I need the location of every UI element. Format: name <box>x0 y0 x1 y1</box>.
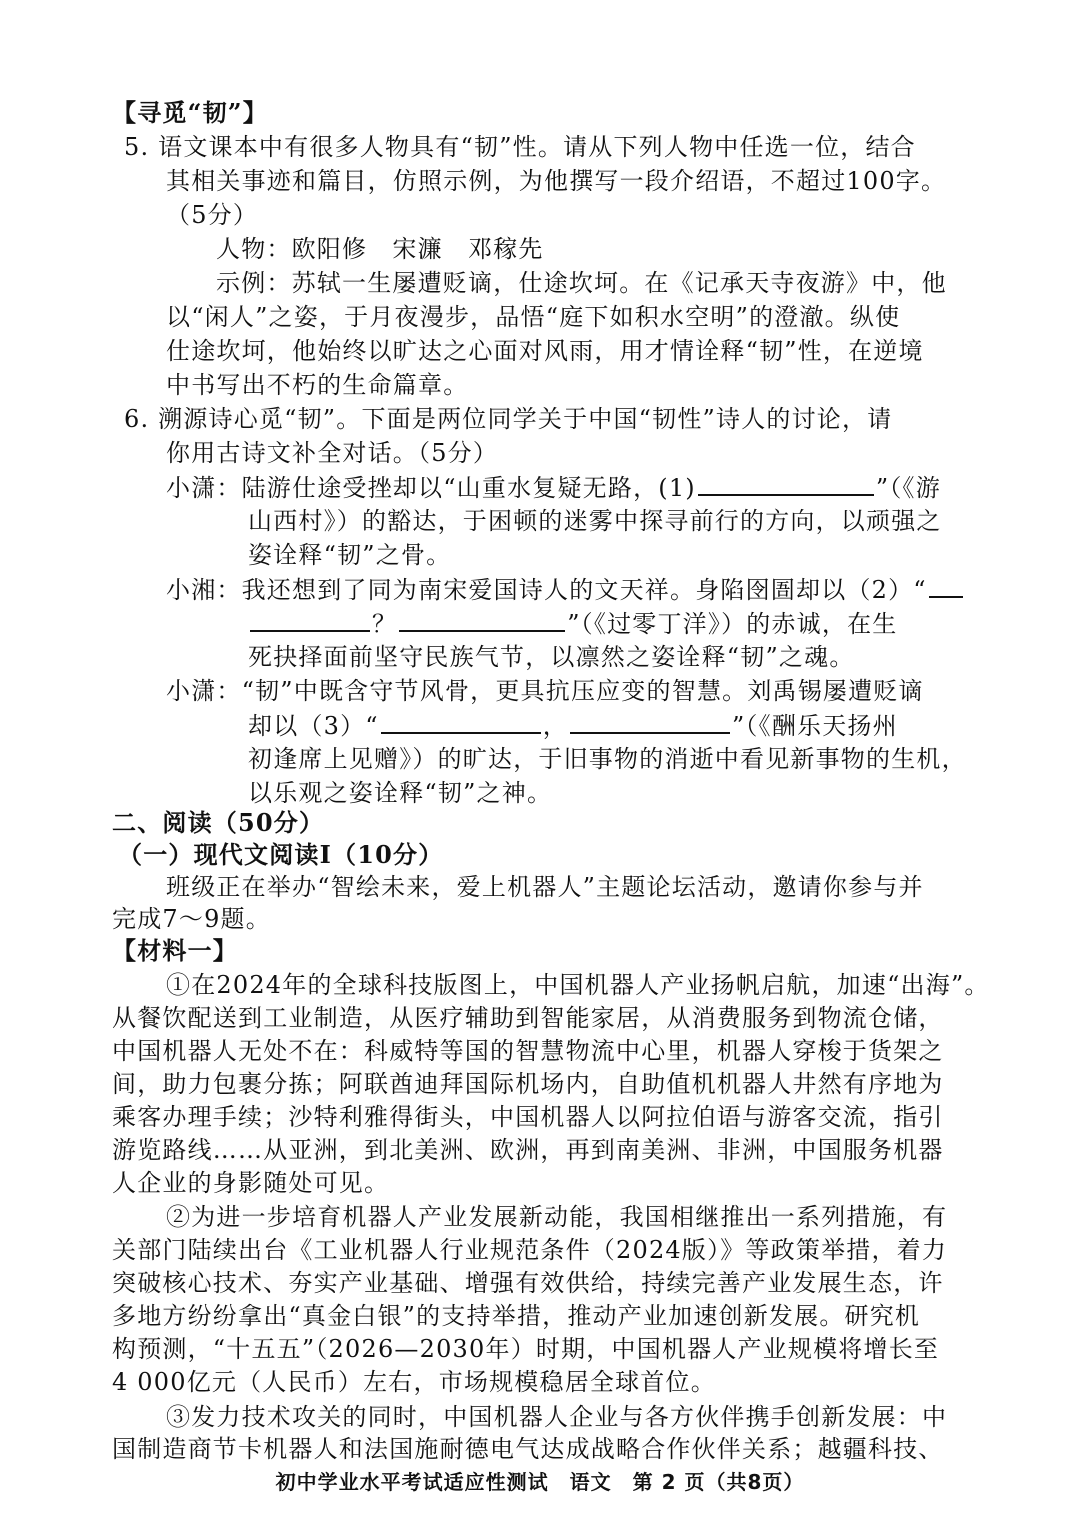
answer-blank-2b[interactable] <box>250 606 370 632</box>
answer-blank-3b[interactable] <box>570 708 730 734</box>
paragraph-2-line-3: 突破核心技术、夯实产业基础、增强有效供给，持续完善产业发展生态，许 <box>112 1269 944 1297</box>
paragraph-1-line-1: ①在2024年的全球科技版图上，中国机器人产业扬帆启航，加速“出海”。 <box>166 971 990 999</box>
q6-xiaoxiao-1-text: 小潇：陆游仕途受挫却以“山重水复疑无路，(1) <box>166 474 696 502</box>
paragraph-1-line-7: 人企业的身影随处可见。 <box>112 1169 390 1197</box>
q6-xiaoxiang-source: ”（《过零丁洋》）的赤诚，在生 <box>567 610 898 638</box>
q5-line-1: 5. 语文课本中有很多人物具有“韧”性。请从下列人物中任选一位，结合 <box>124 133 916 161</box>
section-heading-find: 【寻觅“韧”】 <box>112 98 269 127</box>
answer-blank-1[interactable] <box>698 470 874 496</box>
paragraph-1-line-5: 乘客办理手续；沙特利雅得街头，中国机器人以阿拉伯语与游客交流，指引 <box>112 1103 944 1131</box>
reading-intro-2: 完成7～9题。 <box>112 905 271 933</box>
q5-example-2: 以“闲人”之姿，于月夜漫步，品悟“庭下如积水空明”的澄澈。纵使 <box>166 303 901 331</box>
q6-xiaoxiao2-2 <box>248 708 898 743</box>
q6-question-mark: ？ <box>372 610 398 638</box>
paragraph-1-line-6: 游览路线……从亚洲，到北美洲、欧洲，再到南美洲、非洲，中国服务机器 <box>112 1136 944 1164</box>
q6-xiaoxiang-3: 死抉择面前坚守民族气节，以凛然之姿诠释“韧”之魂。 <box>248 643 855 671</box>
q6-xiaoxiao-3: 姿诠释“韧”之骨。 <box>248 541 452 569</box>
paragraph-1-line-2: 从餐饮配送到工业制造，从医疗辅助到智能家居，从消费服务到物流仓储， <box>112 1004 944 1032</box>
paragraph-3-line-1: ③发力技术攻关的同时，中国机器人企业与各方伙伴携手创新发展：中 <box>166 1403 948 1431</box>
paragraph-2-line-1: ②为进一步培育机器人产业发展新动能，我国相继推出一系列措施，有 <box>166 1203 948 1231</box>
footer-text: 初中学业水平考试适应性测试 语文 第 2 页（共8页） <box>275 1470 805 1494</box>
paragraph-2-line-6: 4 000亿元（人民币）左右，市场规模稳居全球首位。 <box>112 1368 716 1396</box>
paragraph-2-line-5: 构预测，“十五五”（2026—2030年）时期，中国机器人产业规模将增长至 <box>112 1335 940 1363</box>
q6-line-1: 6. 溯源诗心觅“韧”。下面是两位同学关于中国“韧性”诗人的讨论，请 <box>124 405 893 433</box>
q6-xiaoxiao2-1: 小潇：“韧”中既含守节风骨，更具抗压应变的智慧。刘禹锡屡遭贬谪 <box>166 677 924 705</box>
reading-heading: 二、阅读（50分） <box>112 808 325 837</box>
q5-people: 人物：欧阳修 宋濂 邓稼先 <box>216 235 544 263</box>
answer-blank-2c[interactable] <box>399 606 565 632</box>
q6-xiaoxiao-2: 山西村》）的豁达，于困顿的迷雾中探寻前行的方向，以顽强之 <box>248 507 942 535</box>
paragraph-3-line-2: 国制造商节卡机器人和法国施耐德电气达成战略合作伙伴关系；越疆科技、 <box>112 1435 944 1463</box>
q6-line-2: 你用古诗文补全对话。（5分） <box>166 439 499 467</box>
paragraph-2-line-2: 关部门陆续出台《工业机器人行业规范条件（2024版）》等政策举措，着力 <box>112 1236 948 1264</box>
paragraph-1-line-3: 中国机器人无处不在：科威特等国的智慧物流中心里，机器人穿梭于货架之 <box>112 1037 944 1065</box>
q5-score: （5分） <box>166 201 259 229</box>
q6-xiaoxiang-2 <box>248 606 897 641</box>
q6-xiaoxiang-1-text: 小湘：我还想到了同为南宋爱国诗人的文天祥。身陷囹圄却以（2）“ <box>166 576 927 604</box>
q6-xiaoxiao2-source: ”（《酬乐天扬州 <box>731 712 898 740</box>
answer-blank-2a[interactable] <box>929 572 963 598</box>
q5-example-3: 仕途坎坷，他始终以旷达之心面对风雨，用才情诠释“韧”性，在逆境 <box>166 337 924 365</box>
material-one-heading: 【材料一】 <box>112 936 238 965</box>
q5-example-4: 中书写出不朽的生命篇章。 <box>166 371 469 399</box>
q6-xiaoxiang-1 <box>166 572 965 607</box>
paragraph-1-line-4: 间，助力包裹分拣；阿联酋迪拜国际机场内，自助值机机器人井然有序地为 <box>112 1070 944 1098</box>
paragraph-2-line-4: 多地方纷纷拿出“真金白银”的支持举措，推动产业加速创新发展。研究机 <box>112 1302 921 1330</box>
q6-xiaoxiao-1 <box>166 470 941 505</box>
q5-example-1: 示例：苏轼一生屡遭贬谪，仕途坎坷。在《记承天寺夜游》中，他 <box>216 269 947 297</box>
q6-xiaoxiao2-3: 初逢席上见赠》）的旷达，于旧事物的消逝中看见新事物的生机， <box>248 745 967 773</box>
reading-sub-heading: （一）现代文阅读Ⅰ（10分） <box>118 840 444 869</box>
answer-blank-3a[interactable] <box>381 708 541 734</box>
q6-xiaoxiao2-2-text: 却以（3）“ <box>248 712 379 740</box>
q6-xiaoxiao2-4: 以乐观之姿诠释“韧”之神。 <box>248 779 553 807</box>
page-footer <box>0 1466 1080 1495</box>
q6-comma: ， <box>542 712 568 740</box>
reading-intro-1: 班级正在举办“智绘未来，爱上机器人”主题论坛活动，邀请你参与并 <box>166 873 924 901</box>
q5-line-2: 其相关事迹和篇目，仿照示例，为他撰写一段介绍语，不超过100字。 <box>166 167 947 195</box>
q6-xiaoxiao-1-source: ”（《游 <box>875 474 941 502</box>
